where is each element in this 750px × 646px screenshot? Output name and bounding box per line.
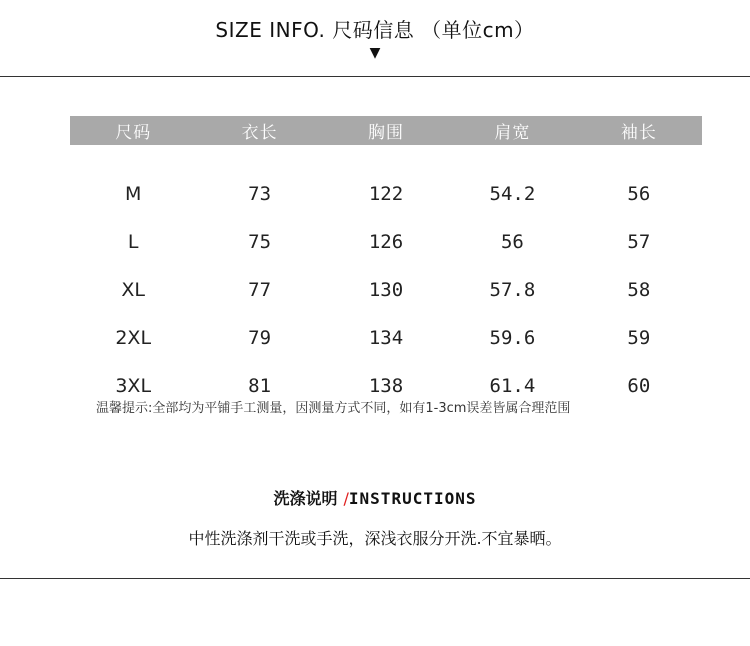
table-cell: 3XL	[115, 375, 152, 397]
page-title: SIZE INFO. 尺码信息 （单位cm）	[215, 18, 535, 42]
table-cell: 59.6	[489, 327, 536, 349]
table-cell: 126	[368, 231, 404, 253]
table-cell: 61.4	[489, 375, 536, 397]
table-cell: XL	[121, 279, 145, 301]
table-cell: 79	[248, 327, 272, 349]
table-cell: 54.2	[489, 183, 536, 205]
table-row	[70, 314, 702, 362]
size-table	[70, 116, 702, 410]
table-cell: 2XL	[115, 327, 152, 349]
column-header-shoulder: 肩宽	[494, 123, 531, 143]
table-cell: 130	[368, 279, 404, 301]
table-cell: 59	[627, 327, 651, 349]
table-cell: 57.8	[489, 279, 536, 301]
table-cell: 138	[368, 375, 404, 397]
table-cell: 60	[627, 375, 651, 397]
instructions-title-en: INSTRUCTIONS	[348, 489, 477, 508]
top-divider	[0, 76, 750, 77]
bottom-divider	[0, 578, 750, 579]
table-cell: 75	[248, 231, 272, 253]
table-cell: 56	[627, 183, 651, 205]
instructions-title-cn: 洗涤说明	[273, 489, 338, 508]
table-row	[70, 218, 702, 266]
measurement-note: 温馨提示:全部均为平铺手工测量，因测量方式不同，如有1-3cm误差皆属合理范围	[96, 401, 571, 416]
table-cell: M	[125, 183, 142, 205]
column-header-chest: 胸围	[368, 123, 405, 143]
table-body	[70, 170, 702, 410]
table-cell: 73	[248, 183, 272, 205]
table-cell: 57	[627, 231, 651, 253]
triangle-down-icon: ▼	[369, 45, 381, 61]
table-cell: 56	[500, 231, 524, 253]
table-cell: 58	[627, 279, 651, 301]
table-cell: 81	[248, 375, 272, 397]
column-header-size: 尺码	[115, 123, 152, 143]
table-row	[70, 170, 702, 218]
slash-separator: /	[343, 489, 349, 508]
table-cell: 77	[248, 279, 272, 301]
column-header-length: 衣长	[241, 123, 278, 143]
washing-instructions-text: 中性洗涤剂干洗或手洗，深浅衣服分开洗.不宜暴晒。	[188, 529, 562, 548]
table-row	[70, 266, 702, 314]
table-cell: 122	[368, 183, 404, 205]
table-cell: 134	[368, 327, 404, 349]
table-cell: L	[127, 231, 139, 253]
table-header-row	[70, 116, 702, 145]
instructions-heading	[0, 486, 750, 509]
column-header-sleeve: 袖长	[620, 123, 657, 143]
